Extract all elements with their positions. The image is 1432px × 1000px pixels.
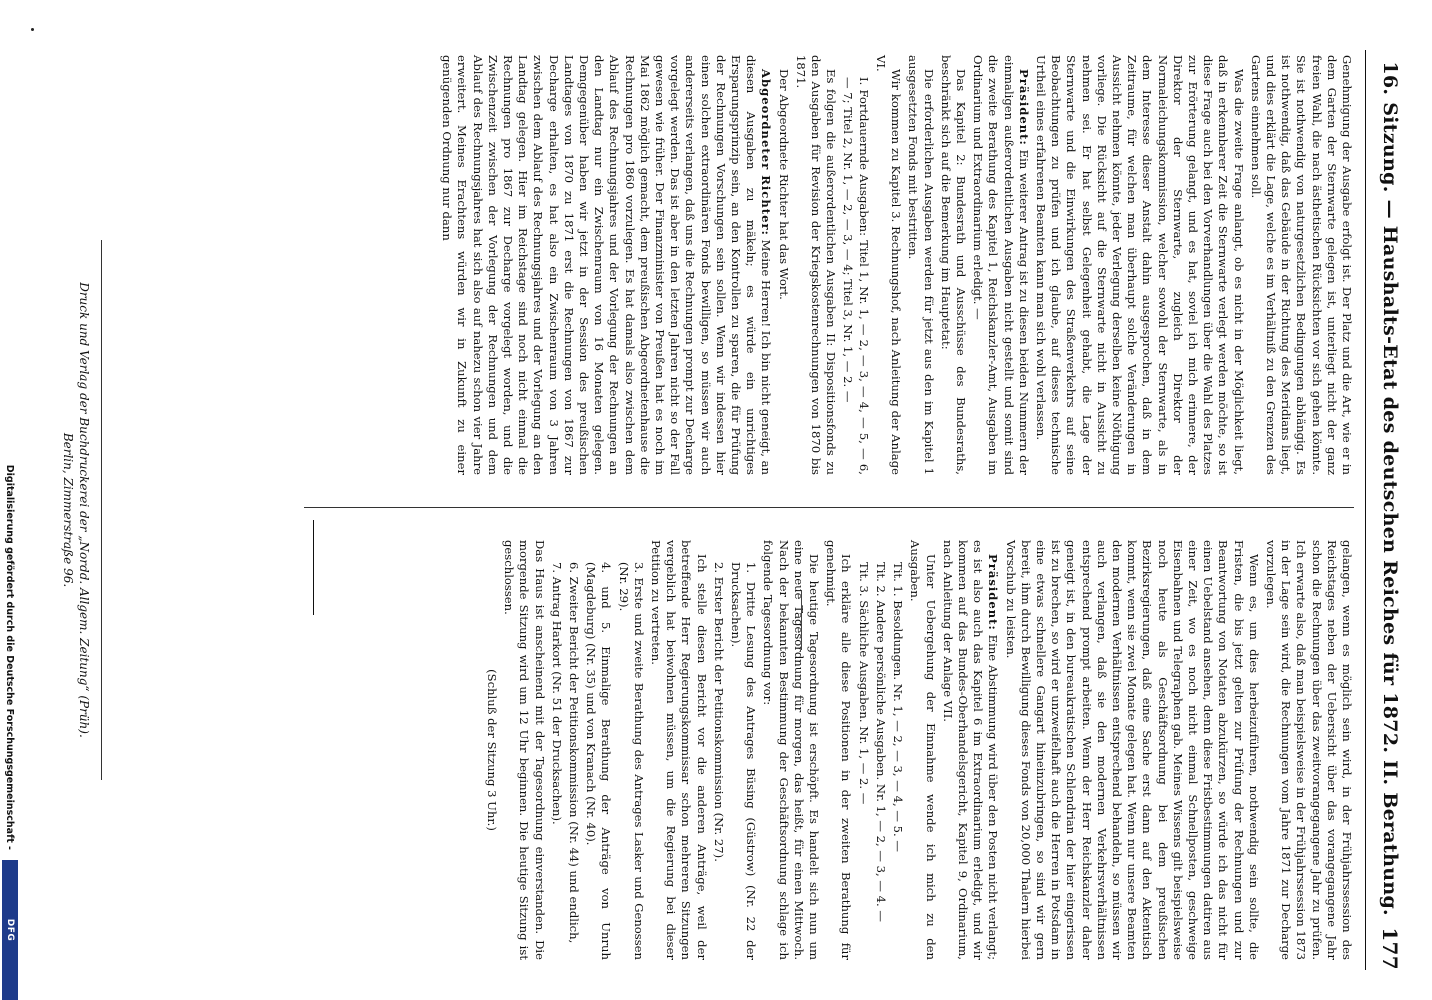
agenda-item: 4. und 5. Einmalige Berathung der Anträge von Unruh (Magdeburg) (Nr. 35) und von Kranach (Nr. 40). [584,562,614,960]
right-text-column [485,540,1354,960]
text-paragraph: Ich erkläre alle diese Positionen in der zweiten Berathung für genehmigt. [824,540,854,960]
text-paragraph: Die erforderlichen Ausgaben werden für jetzt aus den im Kapitel 1 ausgesetzten Fonds mit bestritten. [906,55,936,475]
agenda-item: Tit. 3. Sächliche Ausgaben. Nr. 1, — 2. — [856,562,871,805]
header-rule [1365,50,1366,970]
column-divider [304,507,1354,508]
text-paragraph: Das Haus ist anscheinend mit der Tagesordnung einverstanden. Die morgende Sitzung wird um 12 Uhr beginnen. Die heutige Sitzung ist geschlossen. [502,540,547,960]
left-text-column [314,55,1354,475]
text-paragraph: Genehmigung der Ausgabe erfolgt ist. Der Platz und die Art, wie er in dem Garten der Sternwarte gelegen ist, unterliegt nicht der ganz freien Wahl, die nach ästhetischen Rücksichten vor sich gehen könnte. Sie ist nothwendig von naturgesetzlichen Bedingungen abhängig. Es ist nothwendig, daß das Gebäude in der Richtung des Meridians liegt, und dies erklärt die Lage, welche es im Verhältniß zu den Grenzen des Gartens einnehmen soll. [1248,55,1354,475]
running-title: 16. Sitzung. — Haushalts-Etat des deutschen Reiches für 1872. II. Berathung. [1379,61,1401,916]
agenda-item: Tit. 1. Besoldungen. Nr. 1, — 2, — 3, — 4, — 5. — [891,562,906,852]
speech-paragraph [439,55,773,475]
speech-paragraph [970,55,1031,475]
page-number: 177 [1378,927,1402,970]
printer-imprint [60,190,92,830]
speaker-name: Präsident: [986,554,1001,631]
text-paragraph: Die heutige Tagesordnung ist erschöpft. Es handelt sich nun um eine neue Tagesordnung für morgen, das heißt, für einen Mittwoch. Nach der bekannten Bestimmung der Geschäftsordnung schlage ich folgende Tagesordnung vor: [761,540,822,960]
agenda-item: Tit. 2. Andere persönliche Ausgaben. Nr. 1, — 2, — 3, — 4. — [873,562,888,923]
speaker-name: Präsident: [1016,69,1031,146]
speaker-name: Abgeordneter Richter: [759,69,774,236]
scan-speck [31,28,34,31]
speech-text: Eine Abstimmung wird über den Posten nicht verlangt; es ist also auch das Kapitel 6 im Extraordinarium erledigt, und wir kommen auf das Bundes-Oberhandelsgericht, Kapitel 9, Ordinarium, nach Anleitung der Anlage VII. [940,540,1001,960]
text-paragraph: Der Abgeordnete Richter hat das Wort. [776,69,791,300]
agenda-item: 1. Dritte Lesung des Antrages Büsing (Güstrow) (Nr. 22 der Drucksachen). [729,562,759,960]
text-paragraph: Wir kommen zu Kapitel 3. Rechnungshof, nach Anleitung der Anlage VI. [873,55,904,475]
dfg-logo: DFG [2,860,18,1000]
text-paragraph: Es folgen die außerordentlichen Ausgaben II: Dispositionsfonds zu den Ausgaben für Revision der Kriegskostenrechnungen von 1870 bis 1871. [793,55,839,475]
text-paragraph: Das Kapitel 2: Bundesrath und Ausschüsse des Bundesraths, beschränkt sich auf die Bemerkung im Hauptetat: [938,55,968,475]
speech-paragraph [940,540,1001,960]
agenda-item: 6. Zweiter Bericht der Petitionskommission (Nr. 44) und endlich, [567,562,582,944]
agenda-item: I. Fortdauernde Ausgaben: Titel 1, Nr. 1, — 2, — 3, — 4, — 5, — 6, — 7; Titel 2, Nr. 1, — 2, — 3, — 4; Titel 3, Nr. 1, — 2. — [841,77,871,475]
text-paragraph: Unter Uebergehung der Einnahme wende ich mich zu den Ausgaben. [908,540,938,960]
imprint-rule [101,240,102,780]
text-paragraph: Ich stelle diesen Bericht vor die anderen Anträge, weil der betreffende Herr Regierungskommissar schon mehreren Sitzungen vergeblich hat beiwohnen müssen, um die Regierung bei dieser Petition zu vertreten. [649,540,709,960]
speech-text: Ein weiterer Antrag ist zu diesen beiden Nummern der einmaligen außerordentlichen Ausgaben nicht gestellt und somit sind die zweite Berathung des Kapitel 1, Reichskanzler-Amt, Ausgaben im Ordinarium und Extraordinarium erledigt. — [971,55,1031,475]
agenda-item: 7. Antrag Harkort (Nr. 51 der Drucksachen). [549,562,564,825]
agenda-item: 2. Erster Bericht der Petitionskommission (Nr. 27). [711,562,726,862]
short-rule-right [801,590,802,650]
text-paragraph: Wenn es, um dies herbeizuführen, nothwendig sein sollte, die Fristen, die bis jetzt gelten zur Prüfung der Rechnungen und zur Beantwortung von Notaten abzukürzen, so würde ich das nicht für einen Uebelstand ansehen, denn diese Fristbestimmungen datiren aus einer Zeit, wo es noch nicht einmal Schnellposten, geschweige Eisenbahnen und Telegraphen gab. Meines Wissens gilt beispielsweise noch heute als Geschäftsordnung bei dem preußischen Bezirksregierungen, daß eine Sache erst dann auf den Aktentisch kommt, wenn sie zwei Monate gelegen hat. Wenn nur unsere Beamten den modernen Verhältnissen entsprechend behandeln, so müssen wir auch verlangen, daß sie den modernen Verkehrsverhältnissen entsprechend prompt arbeiten. Wenn der Herr Reichskanzler daher geneigt ist, in den bureaukratischen Schlendrian der hier eingerissen ist zu brechen, so wird er unzweifelhaft auch die Herren in Potsdam in eine etwas schnellere Gangart hineinzubringen, so sind wir gern bereit, ihm durch Bewilligung dieses Fonds von 20,000 Thalern hierbei Vorschub zu leisten. [1003,540,1261,960]
text-paragraph: gelangen, wenn es möglich sein wird, in der Frühjahrssession des Reichstages neben der Uebersicht über das vorangegangene Jahr schon die Rechnungen über das zweitvorangegangene Jahr zu prüfen. Ich erwarte also, daß man beispielsweise in der Frühjahrssession 1873 in der Lage sein wird, die Rechnungen vom Jahre 1871 zur Decharge vorzulegen. [1263,540,1354,960]
running-header [1370,50,1410,970]
closing-note: (Schluß der Sitzung 3 Uhr.) [485,669,500,831]
speech-text: Meine Herren! Ich bin nicht geneigt, an diesen Ausgaben zu mäkeln; es würde ein unrichtiges Ersparungsprinzip sein, an den Kontrollen zu sparen, die für Prüfung der Rechnungen Vorschungen sein sollen. Wenn wir indessen hier einen solchen extraordinären Fonds bewilligen, so müssen wir auch andererseits verlangen, daß uns die Rechnungen prompt zur Decharge vorgelegt werden. Das ist aber in den letzten Jahren nicht so der Fall gewesen wie früher. Der Finanzminister von Preußen hat es noch im Mai 1862 möglich gemacht, dem preußischen Abgeordnetenhause die Rechnungen pro 1860 vorzulegen. Es hat damals also zwischen dem Ablauf des Rechnungsjahres und der Vorlegung der Rechnungen an den Landtag nur ein Zwischenraum von 16 Monaten gelegen. Demgegenüber haben wir jetzt in der Session des preußischen Landtages von 1870 zu 1871 erst die Rechnungen von 1867 zur Decharge erhalten, es hat also ein Zwischenraum von 3 Jahren zwischen dem Ablauf des Rechnungsjahres und der Vorlegung an den Landtag gelegen. Hier im Reichstage sind noch nicht einmal die Rechnungen pro 1867 zur Decharge vorgelegt worden, und die Zwischenzeit zwischen der Vorlegung der Rechnungen und dem Ablauf des Rechnungsjahres hat sich also auf nahezu schon vier Jahre erweitert. Meines Erachtens würden wir in Zukunft zu einer genügenden Ordnung nur dann [440,55,774,475]
imprint-line-1: Druck und Verlag der Buchdruckerei der „Nordd. Allgem. Zeitung“ (Prüh). [77,282,91,738]
digitization-note: Digitalisierung gefördert durch die Deutsche Forschungsgemeinschaft - [4,464,16,850]
text-paragraph: Was die zweite Frage anlangt, ob es nicht in der Möglichkeit liegt, daß in erkennbarer Zeit die Sternwarte verlegt werden möchte, so ist diese Frage auch bei den Vorverhandlungen über die Wahl des Platzes zur Erörterung gelangt, und es hat, soviel ich mich erinnere, der Direktor der Sternwarte, zugleich Direktor der Normaleichungskommission, welcher sowohl der Sternwarte, als in dem Interesse dieser Anstalt dahin ausgesprochen, daß in dem Zeitraume, für welchen man überhaupt solche Veränderungen in Aussicht nehmen könnte, jeder Verlegung derselben keine Nöthigung vorliege. Die Rücksicht auf die Sternwarte nicht in Aussicht zu nehmen sei. Er hat selbst Gelegenheit gehabt, die Lage der Sternwarte und die Einwirkungen des Straßenverkehrs auf seine Beobachtungen zu prüfen und ich glaube, auf dieses technische Urtheil eines erfahrenen Beamten kann man sich wohl verlassen. [1033,55,1246,475]
closing-rule [313,520,314,615]
imprint-line-2: Berlin, Zimmerstraße 96. [61,432,75,588]
agenda-item: 3. Erste und zweite Berathung des Antrages Lasker und Genossen (Nr. 29). [616,562,646,960]
